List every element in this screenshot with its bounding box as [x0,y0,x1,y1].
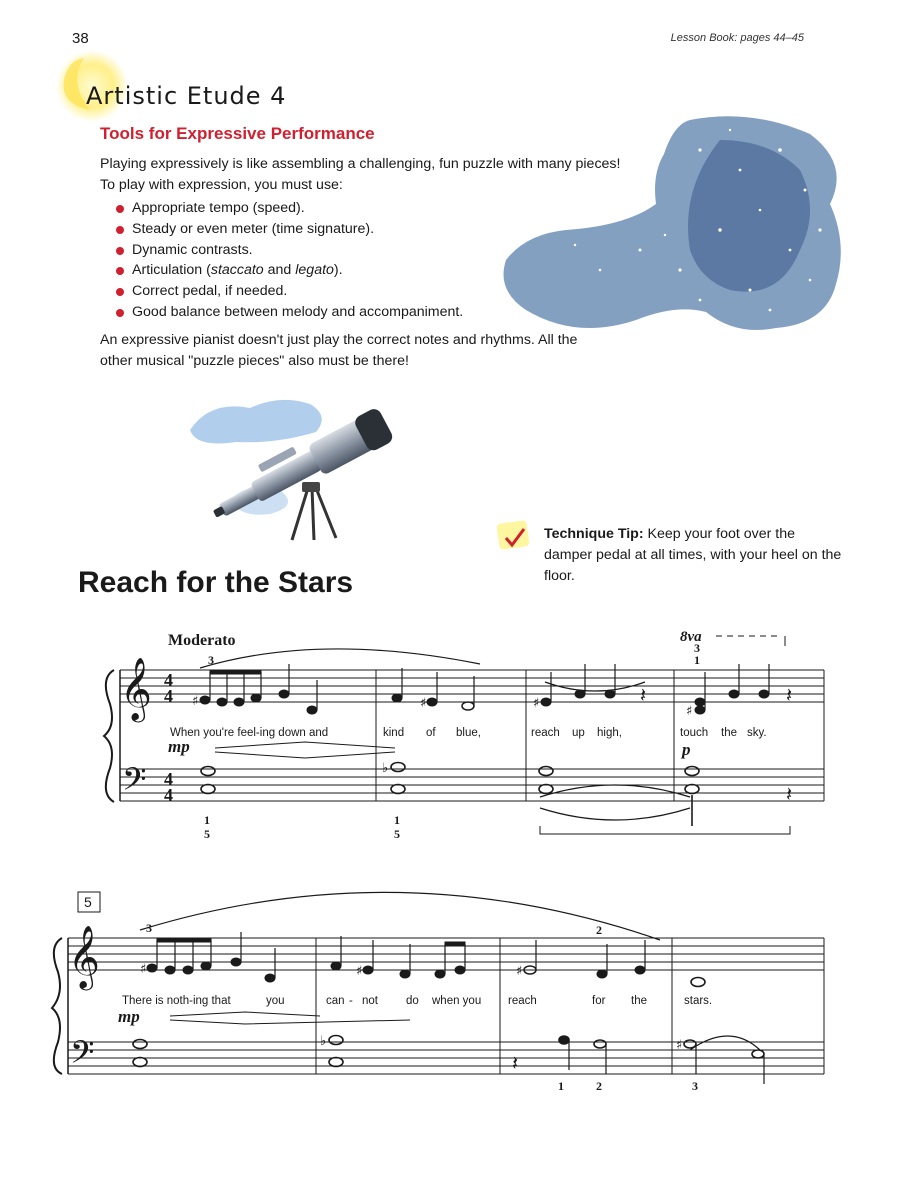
treble-clef-icon: 𝄞 [68,925,100,988]
lyric: When you're feel-ing down and [170,727,329,739]
lyric: high, [597,727,622,739]
outro-line: other musical "puzzle pieces" also must be there! [100,353,409,369]
list-item-text: ). [333,262,343,279]
lyric: reach [508,995,537,1007]
ottava-marking: 8va [680,629,702,645]
etude-title: Artistic Etude 4 [86,82,287,110]
list-item-text: and [263,262,296,279]
lesson-book-reference: Lesson Book: pages 44–45 [670,32,804,44]
quarter-rest-icon: 𝄽 [640,683,647,707]
time-sig-top: 4 [164,769,173,789]
lyric: not [362,995,378,1007]
sharp-icon: ♯ [192,694,199,709]
sharp-icon: ♯ [420,696,427,711]
lyric: can [326,995,345,1007]
notes-system-1 [200,664,769,714]
lyric: touch [680,727,709,739]
time-sig-bottom: 4 [164,785,173,805]
list-item-italic: staccato [210,262,264,279]
fingering: 3 [694,641,700,655]
treble-clef-icon: 𝄞 [120,657,152,720]
sharp-icon: ♯ [686,704,693,719]
bass-notes-system-1 [201,763,699,827]
flat-icon: ♭ [382,761,389,776]
fingering: 1 [204,813,210,827]
list-item-italic: legato [295,262,334,279]
time-sig-bottom: 4 [164,686,173,706]
lyric: kind [383,727,405,739]
lyric: do [406,995,419,1007]
lyric: reach [531,727,560,739]
song-title: Reach for the Stars [78,566,354,599]
lyric: up [572,727,585,739]
dynamic-p: p [682,740,691,759]
fingering: 3 [692,1079,698,1093]
section-heading: Tools for Expressive Performance [100,124,375,143]
lyric: the [721,727,737,739]
list-item-text: Dynamic contrasts. [132,241,253,258]
measure-number: 5 [84,894,92,910]
flat-icon: ♭ [320,1034,327,1049]
lyric: - [349,995,353,1007]
sharp-icon: ♯ [533,696,540,711]
list-item-text: Articulation ( [132,262,211,279]
quarter-rest-icon: 𝄽 [786,683,793,707]
list-item-text: Good balance between melody and accompaniment. [132,303,464,320]
list-item-text: Steady or even meter (time signature). [132,220,375,237]
bass-notes-system-2 [133,1036,764,1085]
lyric: There is noth-ing that [122,995,231,1007]
lyric: when you [432,995,482,1007]
technique-tip-text: Keep your foot over the damper pedal at all times, with your heel on the floor. [544,526,842,584]
lyric: for [592,995,606,1007]
bass-clef-icon: 𝄢 [122,761,147,805]
quarter-rest-icon: 𝄽 [512,1051,519,1075]
sharp-icon: ♯ [516,964,523,979]
fingering: 1 [394,813,400,827]
dynamic-mp: mp [118,1007,140,1026]
sharp-icon: ♯ [140,962,147,977]
sharp-icon: ♯ [356,964,363,979]
lyric: blue, [456,727,481,739]
lyric: sky. [747,727,767,739]
fingering: 5 [394,827,400,841]
intro-line: Playing expressively is like assembling a challenging, fun puzzle with many pieces! [100,156,621,172]
fingering: 1 [558,1079,564,1093]
lyric: you [266,995,285,1007]
bass-clef-icon: 𝄢 [70,1034,95,1078]
list-item-text: Appropriate tempo (speed). [132,200,305,216]
fingering: 2 [596,1079,602,1093]
lyric: the [631,995,647,1007]
fingering: 5 [204,827,210,841]
fingering: 2 [596,923,602,937]
intro-line: To play with expression, you must use: [100,177,343,193]
time-sig-top: 4 [164,670,173,690]
page-number: 38 [72,30,89,47]
fingering: 1 [694,653,700,667]
lyric: stars. [684,995,713,1007]
technique-tip-label: Technique Tip: [544,526,644,542]
tempo-marking: Moderato [168,632,236,649]
outro-line: An expressive pianist doesn't just play the correct notes and rhythms. All the [100,332,578,348]
fingering: 3 [208,653,214,667]
quarter-rest-icon: 𝄽 [786,782,793,806]
lyric: of [426,727,436,739]
fingering: 3 [146,921,152,935]
dynamic-mp: mp [168,737,190,756]
notes-system-2 [147,932,705,987]
list-item-text: Correct pedal, if needed. [132,283,288,300]
sharp-icon: ♯ [676,1038,683,1053]
